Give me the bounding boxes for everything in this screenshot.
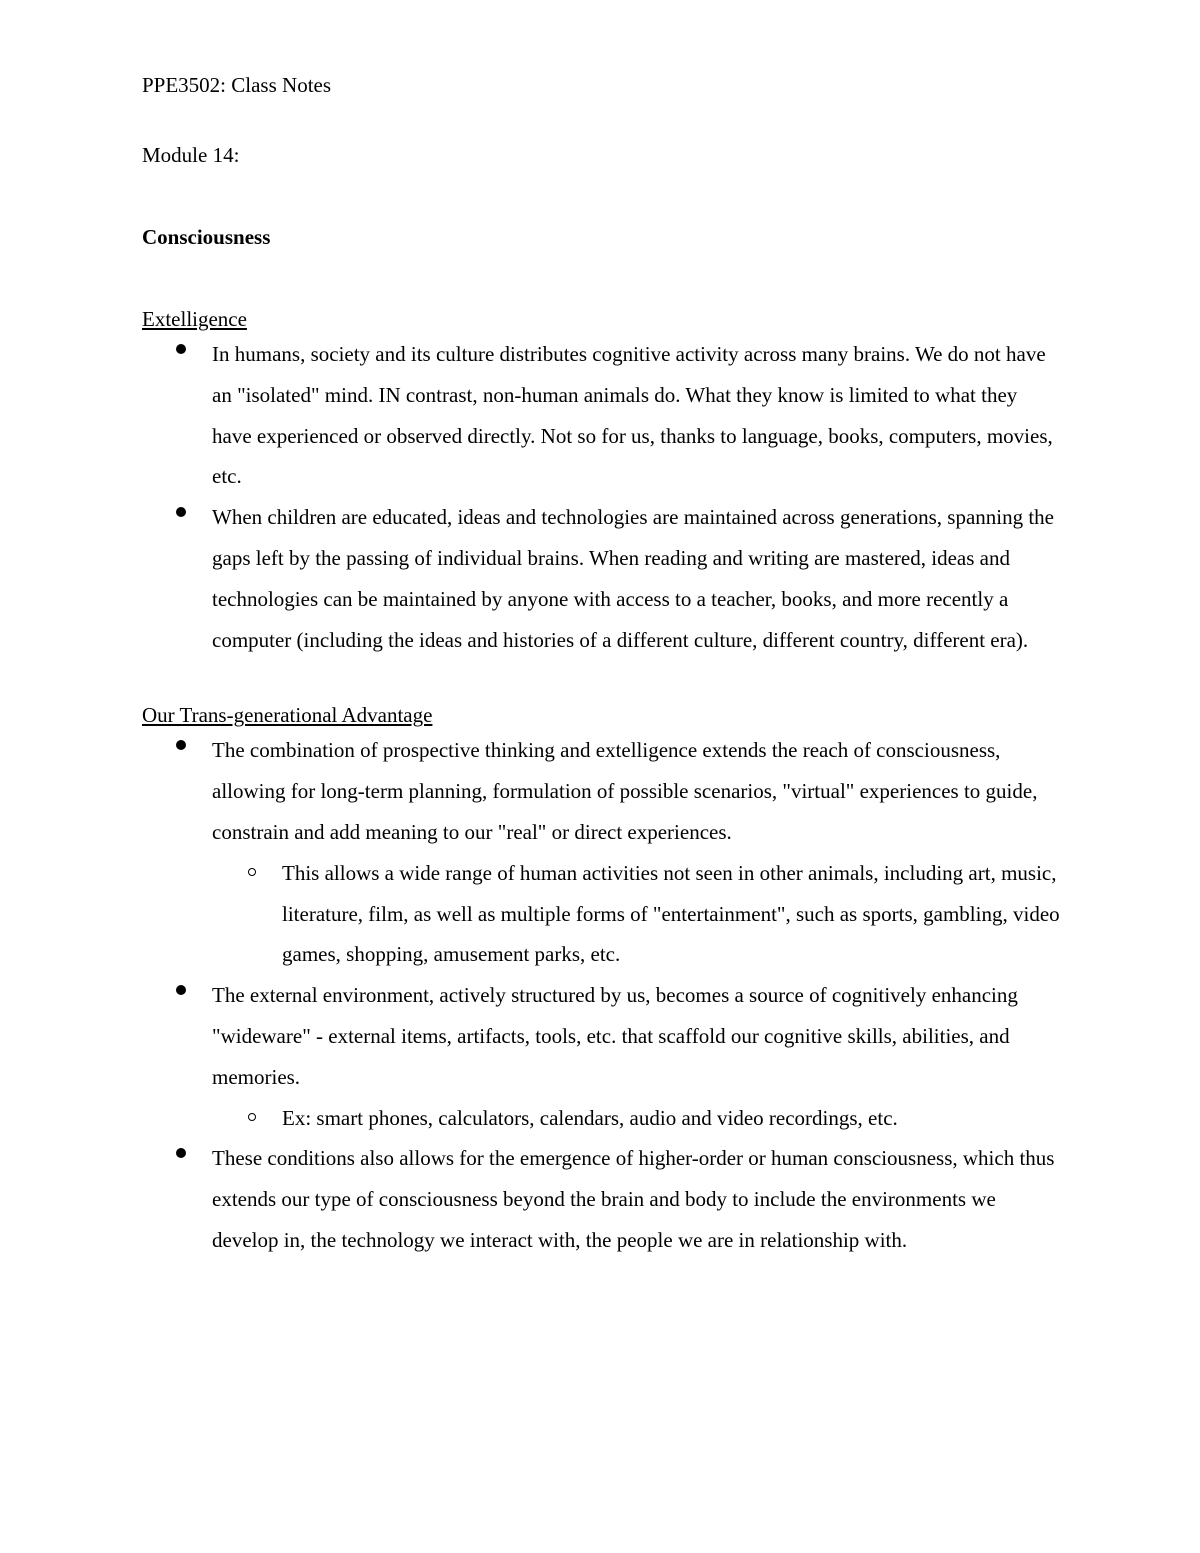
list-item: [142, 975, 1062, 1138]
bullet-icon: [176, 740, 186, 750]
section-heading-extelligence: Extelligence: [142, 307, 247, 331]
sub-list-item: [212, 853, 1062, 975]
bullet-icon: [176, 344, 186, 354]
sub-bullet-text: This allows a wide range of human activities not seen in other animals, including art, music, literature, film, as well as multiple forms of "entertainment", such as sports, gambling, video games, shopping, amusement parks, etc.: [282, 860, 1060, 967]
sub-list-item: [212, 1098, 1062, 1139]
bullet-icon: [176, 985, 186, 995]
list-item: [142, 497, 1062, 660]
bullet-text: In humans, society and its culture distributes cognitive activity across many brains. We do not have an "isolated" mind. IN contrast, non-human animals do. What they know is limited to what they have experienced or observed directly. Not so for us, thanks to language, books, computers, movies, etc.: [212, 342, 1053, 489]
bullet-list: [142, 730, 1062, 1260]
bullet-text: The external environment, actively structured by us, becomes a source of cognitively enhancing "wideware" - external items, artifacts, tools, etc. that scaffold our cognitive skills, abilities, and memories.: [212, 983, 1018, 1089]
bullet-text: The combination of prospective thinking and extelligence extends the reach of consciousness, allowing for long-term planning, formulation of possible scenarios, "virtual" experiences to guide, constrain and add meaning to our "real" or direct experiences.: [212, 738, 1038, 844]
bullet-list: [142, 334, 1062, 660]
circle-bullet-icon: [248, 868, 256, 876]
list-item: [142, 730, 1062, 975]
sub-list: [212, 1098, 1062, 1139]
topic-heading: Consciousness: [142, 225, 271, 249]
list-item: [142, 1138, 1062, 1260]
bullet-text: These conditions also allows for the emergence of higher-order or human consciousness, which thus extends our type of consciousness beyond the brain and body to include the environments we develop in, the technology we interact with, the people we are in relationship with.: [212, 1146, 1055, 1252]
bullet-icon: [176, 1148, 186, 1158]
circle-bullet-icon: [248, 1113, 256, 1121]
bullet-icon: [176, 507, 186, 517]
sub-list: [212, 853, 1062, 975]
section-heading-trans-generational: Our Trans-generational Advantage: [142, 703, 433, 728]
document-page: [142, 70, 1062, 1261]
module-label: Module 14:: [142, 143, 240, 167]
course-title: PPE3502: Class Notes: [142, 73, 332, 97]
list-item: [142, 334, 1062, 497]
bullet-text: When children are educated, ideas and technologies are maintained across generations, spanning the gaps left by the passing of individual brains. When reading and writing are mastered, ideas and technologies can be maintained by anyone with access to a teacher, books, and more recently a computer (including the ideas and histories of a different culture, different country, different era).: [212, 505, 1054, 652]
sub-bullet-text: Ex: smart phones, calculators, calendars, audio and video recordings, etc.: [282, 1105, 898, 1130]
